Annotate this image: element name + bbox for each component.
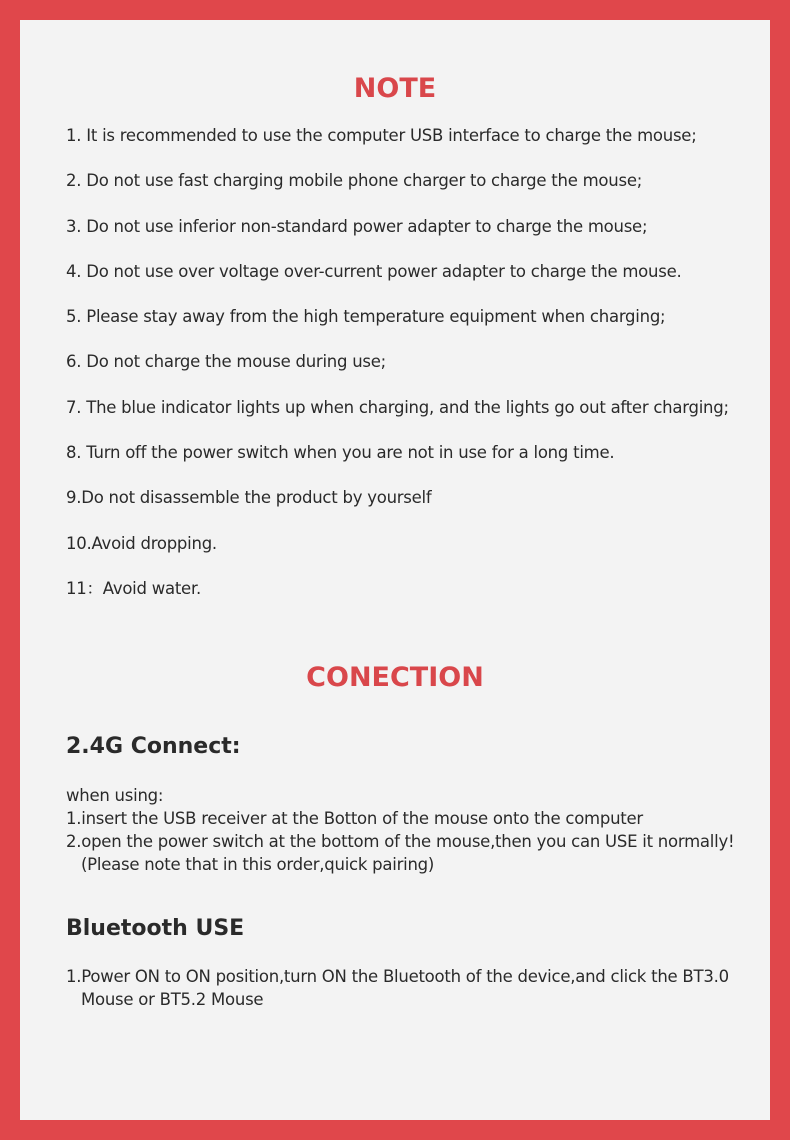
- bluetooth-heading: Bluetooth USE: [66, 916, 245, 941]
- note-list: [66, 124, 729, 622]
- note-item: 9.Do not disassemble the product by yourself: [66, 488, 432, 508]
- note-item: 6. Do not charge the mouse during use;: [66, 352, 386, 372]
- note-item: 1. It is recommended to use the computer USB interface to charge the mouse;: [66, 126, 697, 145]
- instruction-note: (Please note that in this order,quick pairing): [81, 855, 435, 874]
- note-item: 5. Please stay away from the high temperature equipment when charging;: [66, 307, 666, 327]
- g24-connect-heading: 2.4G Connect:: [66, 734, 241, 759]
- instruction-line: 2.open the power switch at the bottom of the mouse,then you can USE it normally!: [66, 832, 735, 851]
- g24-connect-instructions: [66, 784, 734, 876]
- note-title: NOTE: [353, 73, 437, 104]
- bluetooth-instructions: [66, 965, 729, 1011]
- content-panel: [20, 20, 770, 1120]
- note-item: 3. Do not use inferior non-standard power adapter to charge the mouse;: [66, 216, 648, 236]
- instruction-line: when using:: [66, 786, 164, 805]
- note-item: 4. Do not use over voltage over-current power adapter to charge the mouse.: [66, 261, 682, 281]
- note-item: 7. The blue indicator lights up when charging, and the lights go out after charging;: [66, 397, 729, 417]
- note-item: 2. Do not use fast charging mobile phone charger to charge the mouse;: [66, 171, 643, 191]
- instruction-line: Mouse or BT5.2 Mouse: [81, 990, 264, 1009]
- note-item: 8. Turn off the power switch when you are not in use for a long time.: [66, 443, 615, 463]
- instruction-line: 1.Power ON to ON position,turn ON the Bluetooth of the device,and click the BT3.0: [66, 967, 729, 986]
- note-item: 10.Avoid dropping.: [66, 533, 217, 553]
- note-item: 11：Avoid water.: [66, 578, 201, 598]
- connection-title: CONECTION: [306, 662, 484, 693]
- instruction-line: 1.insert the USB receiver at the Botton of the mouse onto the computer: [66, 809, 643, 828]
